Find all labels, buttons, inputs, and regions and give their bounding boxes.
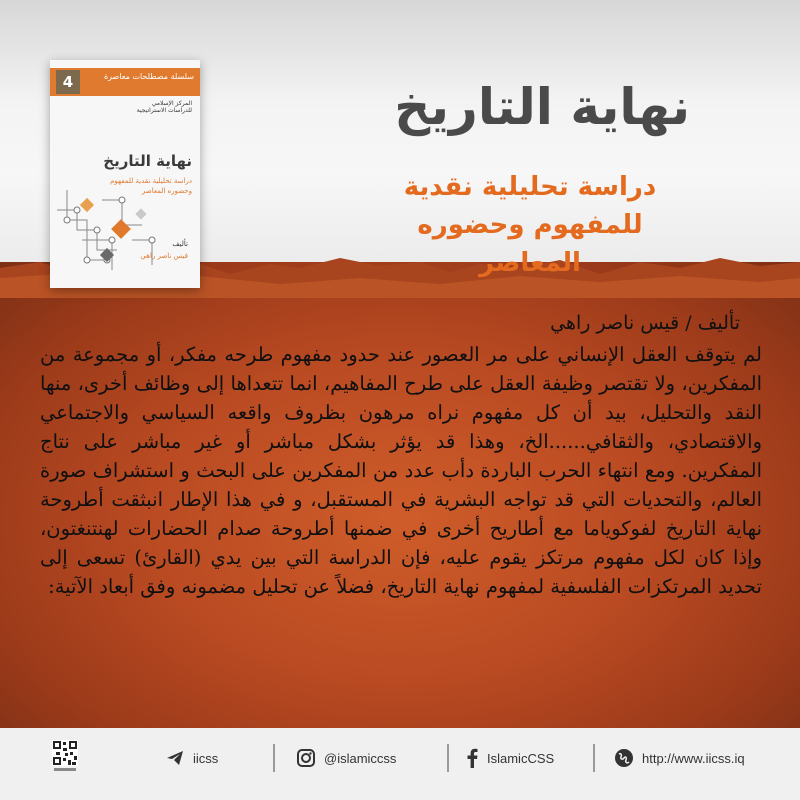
telegram-link[interactable] [165, 745, 218, 771]
body-paragraph: لم يتوقف العقل الإنساني على مر العصور عند حدود مفهوم طرحه مفكر، أو مجموعة من المفكرين، ولا تقتصر وظيفة العقل على طرح المفاهيم، انما تتعداها إلى وظائف أخرى، منها النقد والتحليل، بيد أن كل مفهوم نراه مرهون بظروف واقعه السياسي والاجتماعي والاقتصادي، والثقافي......الخ، وهذا قد يؤثر بشكل مباشر أو غير مباشر على نتاج المفكرين. ومع انتهاء الحرب الباردة دأب عدد من المفكرين على البحث و استشراف صورة العالم، والتحديات التي قد تواجه البشرية في المستقبل، و في هذا الإطار انبثقت أطروحة نهاية التاريخ لفوكوياما مع أطاريح أخرى في ضمنها أطروحة صدام الحضارات لهنتنغتون، وإذا كان لكل مفهوم مرتكز يقوم عليه، فإن الدراسة التي بين يدي (القارئ) تسعى إلى تحديد المرتكزات الفلسفية لمفهوم نهاية التاريخ، فضلاً عن تحليل مضمونه وفق أبعاد الآتية: [40, 343, 762, 598]
instagram-handle: @islamiccss [324, 750, 397, 766]
book-author: قيس ناصر راهي [140, 252, 188, 260]
telegram-icon [165, 748, 185, 768]
book-network-art [52, 180, 162, 280]
book-number: 4 [56, 70, 80, 94]
page-subtitle [370, 168, 690, 282]
website-url: http://www.iicss.iq [642, 750, 745, 766]
book-cover [50, 60, 200, 288]
book-subtitle: دراسة تحليلية نقدية للمفهوم وحضوره المعاصر [110, 177, 192, 195]
footer-divider [593, 744, 595, 772]
footer-divider [273, 744, 275, 772]
body-text [40, 340, 762, 601]
facebook-icon [465, 748, 479, 768]
instagram-icon [296, 748, 316, 768]
book-author-label: تأليف [172, 240, 188, 248]
website-link[interactable] [614, 745, 745, 771]
subtitle-line-1: دراسة تحليلية نقدية [403, 172, 657, 202]
instagram-link[interactable] [296, 745, 396, 771]
qr-code-icon [52, 740, 78, 772]
facebook-link[interactable] [465, 745, 554, 771]
author-line: تأليف / قيس ناصر راهي [550, 312, 740, 334]
telegram-handle: iicss [193, 750, 219, 766]
subtitle-line-2: للمفهوم وحضوره المعاصر [417, 210, 643, 278]
book-title: نهاية التاريخ [103, 152, 192, 170]
facebook-handle: IslamicCSS [487, 750, 555, 766]
globe-icon [614, 748, 634, 768]
page-title: نهاية التاريخ [394, 78, 690, 136]
footer-divider [447, 744, 449, 772]
book-publisher: المركز الإسلامي للدراسات الاستراتيجية [136, 100, 192, 114]
book-series: سلسلة مصطلحات معاصرة [103, 72, 194, 81]
